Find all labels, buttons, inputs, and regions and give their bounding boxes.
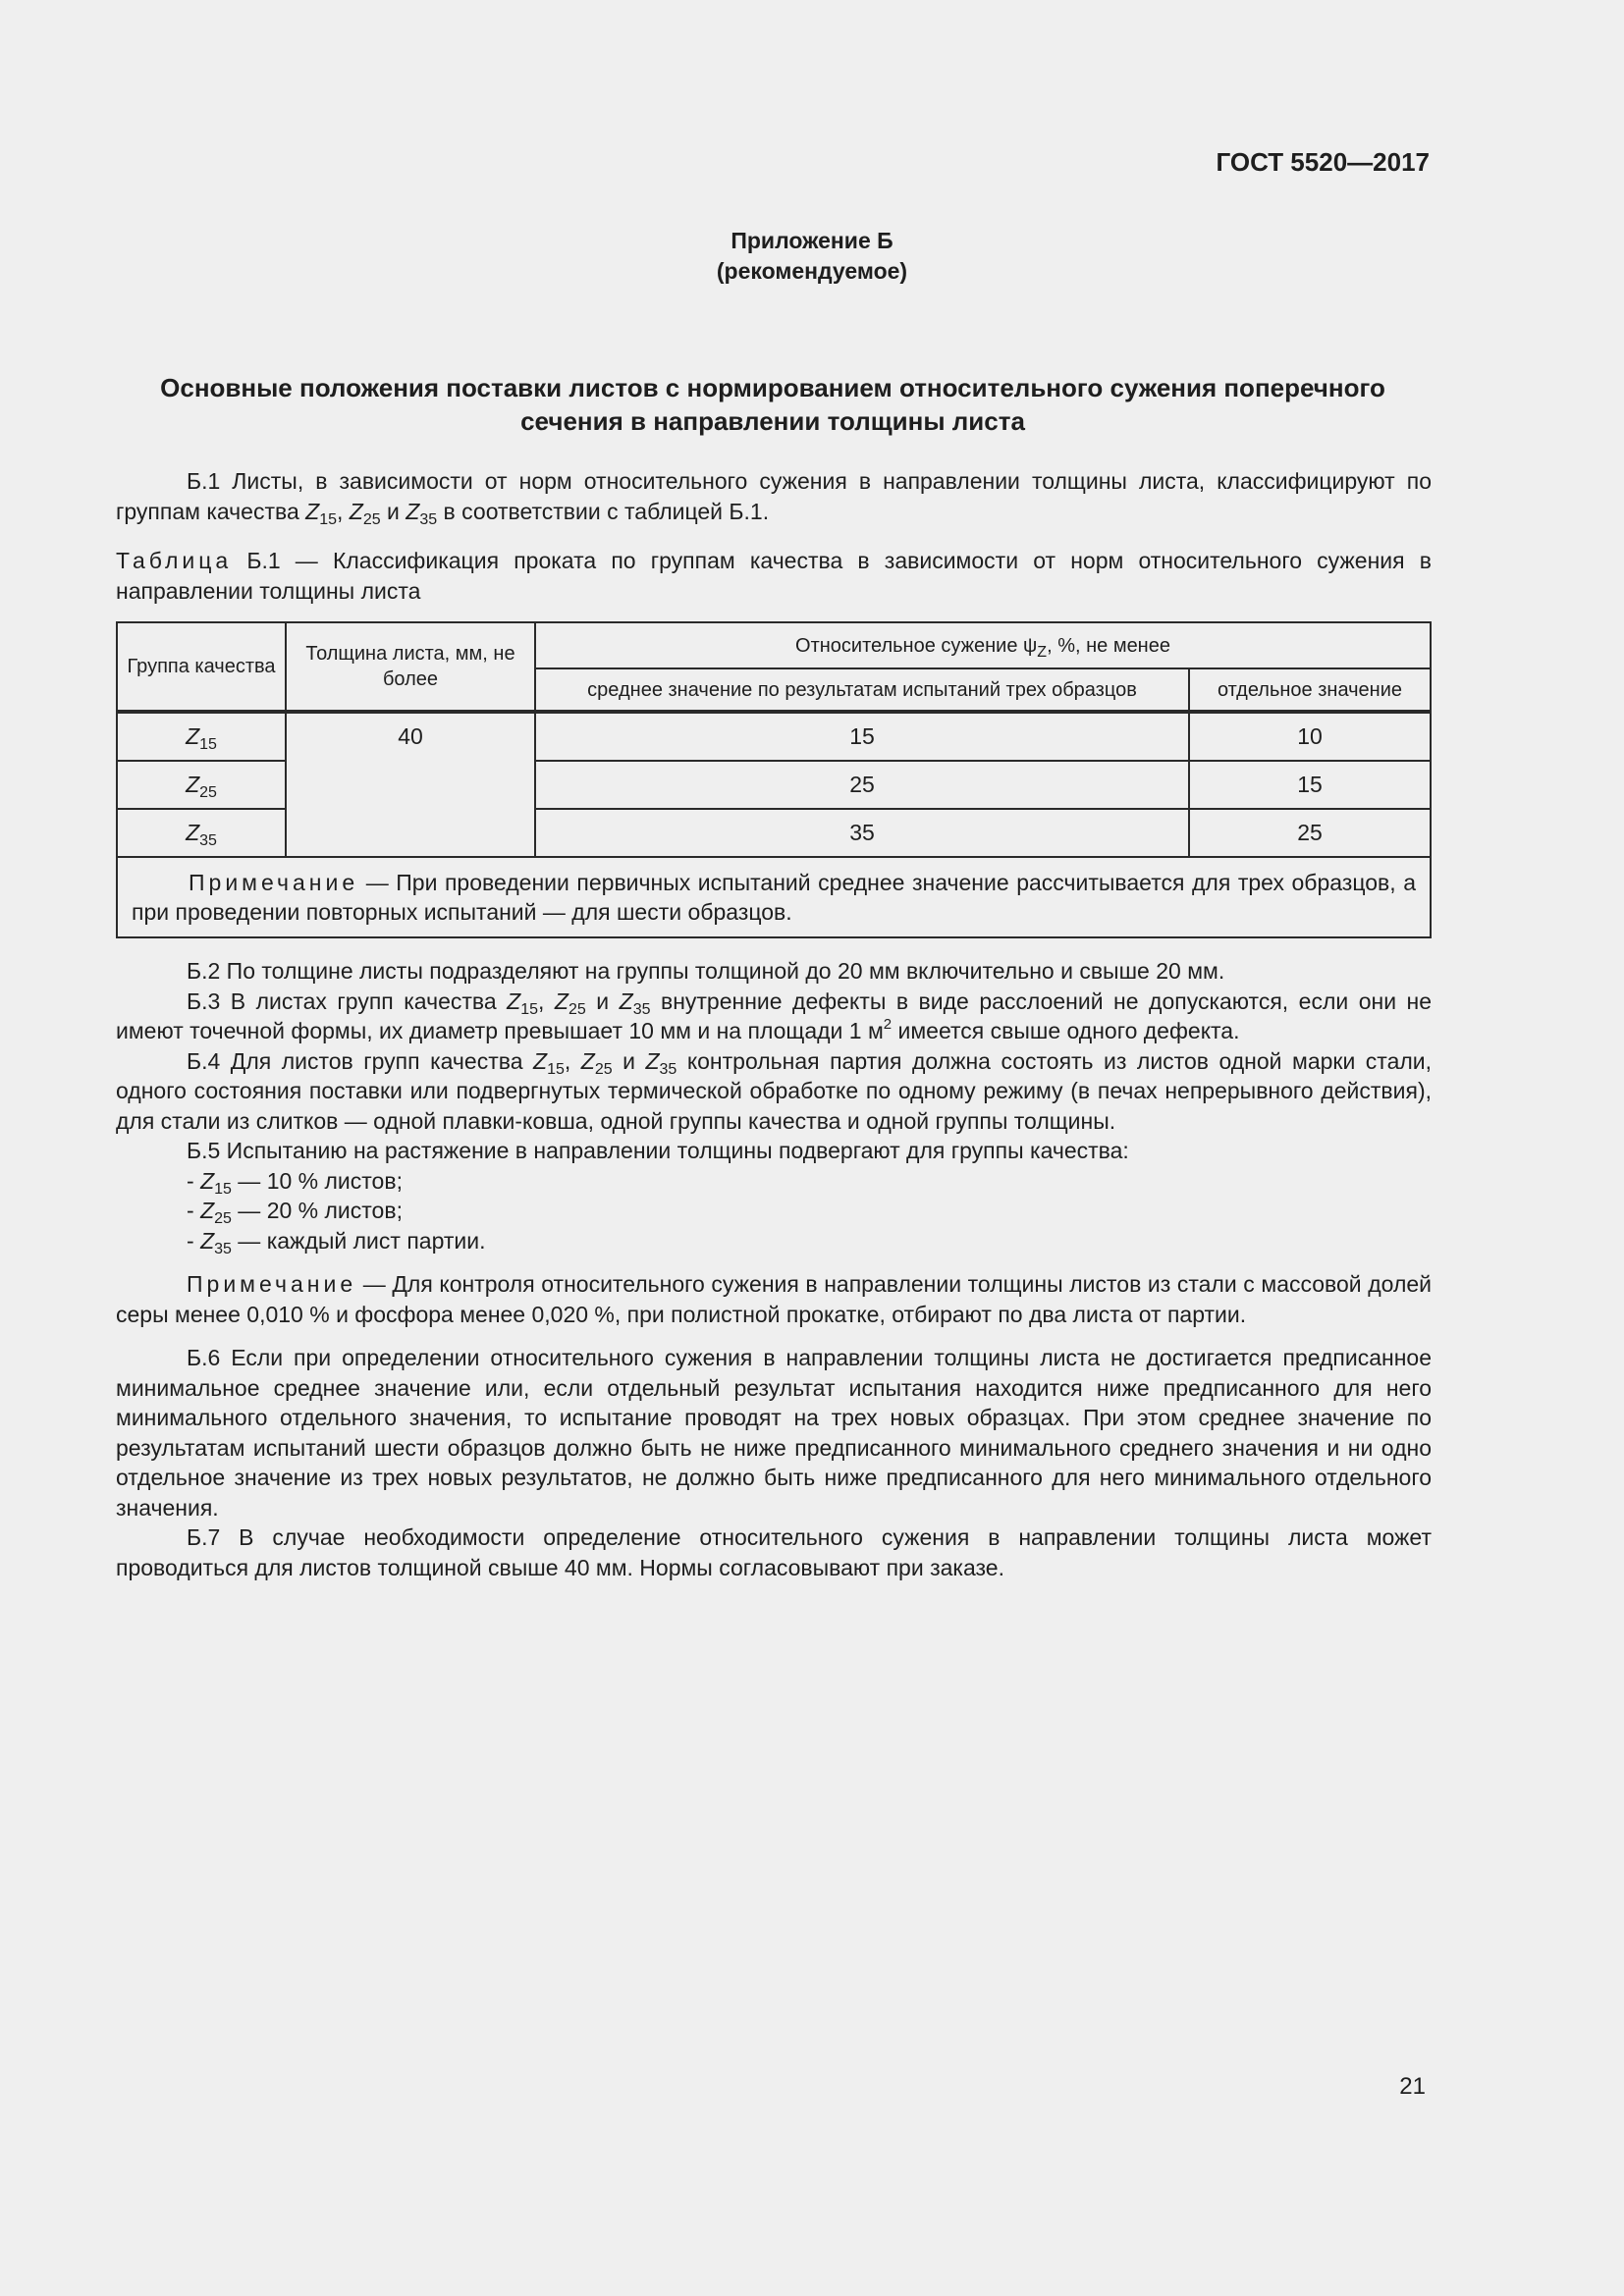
subscript: Z [1037, 643, 1048, 661]
paragraph-text: Б.4 Для листов групп качества [187, 1047, 533, 1074]
appendix-block [0, 226, 1624, 287]
subscript: 25 [199, 784, 217, 802]
z-symbol: Z [406, 498, 420, 524]
table-caption-text: Б.1 — Классификация проката по группам качества в зависимости от норм относительного сужения в направлении толщины листа [116, 548, 1432, 604]
cell-average: 25 [535, 761, 1189, 809]
list-item-text: — 10 % листов; [231, 1167, 403, 1194]
conjunction: и [387, 498, 400, 524]
quality-groups-table [116, 621, 1432, 938]
paragraph-text: контрольная партия должна состоять из листов одной марки стали, одного состояния поставки или подвергнутых термической обработке по одному режиму (в печах непрерывного действия), для стали из слитков — одной плавки-ковша, одной группы качества и одной группы толщины. [116, 1047, 1433, 1134]
subscript: 35 [632, 1000, 651, 1018]
cell-single: 10 [1189, 712, 1431, 761]
table-note-row [117, 857, 1431, 937]
table-note [117, 857, 1431, 937]
appendix-status: (рекомендуемое) [716, 258, 908, 284]
z-symbol: Z [305, 498, 320, 524]
subscript: 15 [214, 1180, 232, 1198]
list-dash: - [187, 1227, 201, 1254]
paragraph-b4 [116, 1046, 1432, 1137]
comma: , [564, 1047, 571, 1074]
paragraph-b1 [116, 466, 1432, 526]
paragraph-text: в соответствии с таблицей Б.1. [437, 498, 770, 524]
cell-thickness: 40 [286, 712, 535, 857]
paragraph-text: Б.1 Листы, в зависимости от норм относительного сужения в направлении толщины листа, классифицируют по группам качества [116, 468, 1432, 524]
appendix-title: Приложение Б [731, 228, 893, 253]
comma: , [538, 988, 545, 1014]
z-symbol: Z [645, 1047, 660, 1074]
table-header-row [117, 622, 1431, 668]
paragraph-text: внутренние дефекты в виде расслоений не допускаются, если они не имеют точечной формы, их диаметр превышает 10 мм и на площади 1 м [116, 988, 1433, 1043]
header-thickness: Толщина листа, мм, не более [286, 622, 535, 712]
subscript: 15 [319, 510, 337, 528]
z-symbol: Z [580, 1047, 595, 1074]
z-symbol: Z [186, 772, 200, 798]
page-number: 21 [1399, 2073, 1426, 2100]
b5-list [116, 1166, 1432, 1256]
section-heading: Основные положения поставки листов с нормированием относительного сужения поперечного сечения в направлении толщины листа [160, 373, 1385, 436]
z-symbol: Z [186, 723, 200, 750]
header-single: отдельное значение [1189, 668, 1431, 712]
subscript: 15 [199, 736, 217, 754]
paragraph-b2: Б.2 По толщине листы подразделяют на группы толщиной до 20 мм включительно и свыше 20 мм. [187, 958, 1225, 984]
comma: , [337, 498, 344, 524]
cell-group [117, 712, 286, 761]
subscript: 25 [214, 1210, 232, 1227]
list-dash: - [187, 1198, 201, 1223]
paragraph-text: имеется свыше одного дефекта. [892, 1018, 1240, 1043]
z-symbol: Z [533, 1047, 548, 1074]
z-symbol: Z [507, 988, 521, 1014]
subscript: 15 [520, 1000, 539, 1018]
note-text: — При проведении первичных испытаний среднее значение рассчитывается для трех образцов, а при проведении повторных испытаний — для шести образцов. [132, 870, 1416, 925]
header-narrowing-text: , %, не менее [1047, 634, 1170, 657]
cell-single: 25 [1189, 809, 1431, 857]
header-narrowing [535, 622, 1431, 668]
paragraph-b3 [116, 987, 1432, 1046]
z-symbol: Z [554, 988, 568, 1014]
list-item-text: — 20 % листов; [231, 1198, 403, 1223]
conjunction: и [596, 988, 610, 1014]
paragraph-b5: Б.5 Испытанию на растяжение в направлении толщины подвергают для группы качества: [187, 1138, 1129, 1163]
cell-group [117, 809, 286, 857]
header-group: Группа качества [117, 622, 286, 712]
document-body [116, 466, 1432, 1582]
list-item [187, 1226, 1432, 1256]
standard-code: ГОСТ 5520—2017 [1216, 147, 1430, 177]
cell-group [117, 761, 286, 809]
cell-average: 15 [535, 712, 1189, 761]
subscript: 25 [568, 1000, 586, 1018]
list-dash: - [187, 1167, 201, 1194]
subscript: 35 [419, 510, 438, 528]
paragraph-text: Б.3 В листах групп качества [187, 988, 508, 1014]
subscript: 15 [547, 1060, 565, 1078]
note-label: Примечание [189, 870, 359, 895]
subscript: 25 [362, 510, 381, 528]
header-narrowing-text: Относительное сужение ψ [795, 634, 1038, 657]
note-2 [116, 1269, 1432, 1329]
list-item-text: — каждый лист партии. [231, 1227, 486, 1254]
z-symbol: Z [619, 988, 633, 1014]
conjunction: и [623, 1047, 635, 1074]
paragraph-b7: Б.7 В случае необходимости определение относительного сужения в направлении толщины листа может проводиться для листов толщиной свыше 40 мм. Нормы согласовывают при заказе. [116, 1524, 1432, 1580]
z-symbol: Z [200, 1167, 215, 1194]
note-label: Примечание [187, 1271, 357, 1297]
list-item [187, 1196, 1432, 1226]
subscript: 25 [594, 1060, 613, 1078]
z-symbol: Z [200, 1198, 215, 1223]
subscript: 35 [214, 1240, 232, 1257]
superscript: 2 [883, 1016, 893, 1033]
cell-single: 15 [1189, 761, 1431, 809]
subscript: 35 [659, 1060, 677, 1078]
paragraph-b6: Б.6 Если при определении относительного сужения в направлении толщины листа не достигается предписанное минимальное среднее значение или, если отдельный результат испытания находится ниже предписанного для него минимального отдельного значения, то испытание проводят на трех новых образцах. При этом среднее значение по результатам испытаний шести образцов должно быть не ниже предписанного минимального среднего значения и ни одно отдельное значение из трех новых результатов, не должно быть ниже предписанного для него минимального отдельного значения. [116, 1345, 1432, 1521]
list-item [187, 1166, 1432, 1197]
z-symbol: Z [200, 1227, 215, 1254]
table-caption [116, 546, 1432, 606]
subscript: 35 [199, 832, 217, 850]
cell-average: 35 [535, 809, 1189, 857]
note-text: — Для контроля относительного сужения в направлении толщины листов из стали с массовой долей серы менее 0,010 % и фосфора менее 0,020 %, при полистной прокатке, отбирают по два листа от партии. [116, 1271, 1432, 1327]
table-caption-label: Таблица [116, 548, 233, 573]
table-row [117, 712, 1431, 761]
header-average: среднее значение по результатам испытаний трех образцов [535, 668, 1189, 712]
z-symbol: Z [186, 820, 200, 846]
z-symbol: Z [349, 498, 363, 524]
